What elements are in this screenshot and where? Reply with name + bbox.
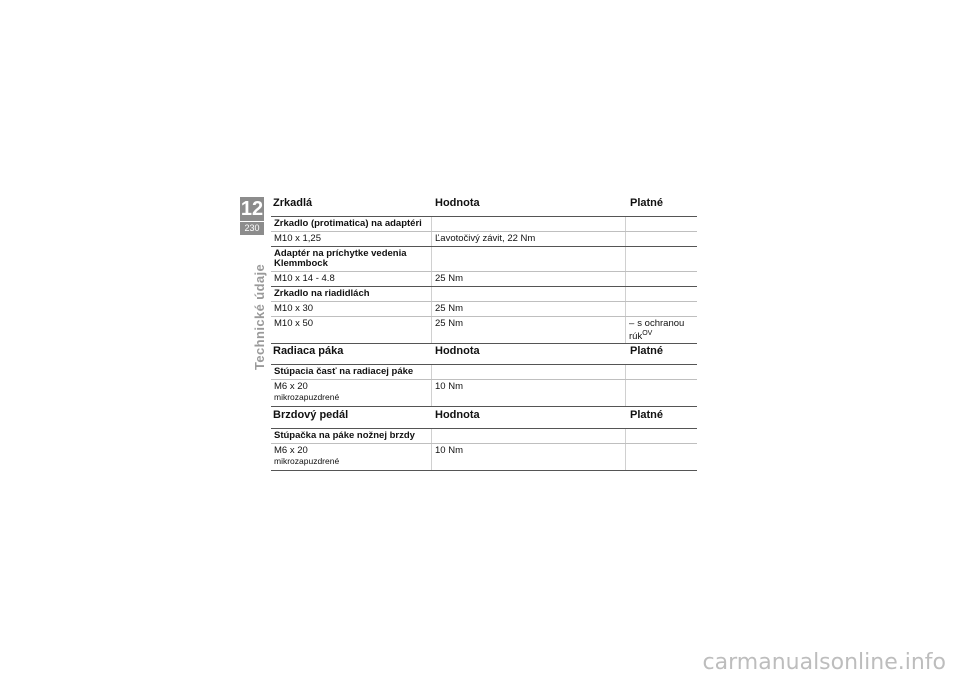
- row-valid: [625, 232, 697, 246]
- header-col3: Platné: [630, 345, 664, 357]
- row-label: Adaptér na príchytke vedenia Klemmbock: [274, 248, 407, 269]
- row-value: [431, 429, 625, 443]
- table-row: [271, 217, 697, 232]
- row-label: M10 x 50: [274, 318, 314, 329]
- row-valid: [625, 217, 697, 231]
- table-row: [271, 287, 697, 302]
- header-col2: Hodnota: [435, 345, 480, 357]
- table-row: [271, 365, 697, 380]
- table-row: [271, 302, 697, 317]
- row-valid: [625, 247, 697, 271]
- dash-bullet: –: [629, 318, 635, 329]
- row-value: 25 Nm: [431, 302, 625, 316]
- table-row: [271, 317, 697, 344]
- row-valid: [625, 429, 697, 443]
- row-valid: [625, 444, 697, 470]
- row-label: [271, 444, 431, 470]
- row-label: Stúpačka na páke nožnej brzdy: [274, 430, 415, 441]
- header-col3: Platné: [630, 197, 664, 209]
- row-value: 25 Nm: [431, 272, 625, 286]
- row-label: M10 x 30: [274, 303, 314, 314]
- row-valid: [625, 365, 697, 379]
- row-label: M10 x 14 - 4.8: [274, 273, 335, 284]
- row-label-note: mikrozapuzdrené: [274, 392, 340, 402]
- header-col2: Hodnota: [435, 409, 480, 421]
- row-value: 25 Nm: [431, 317, 625, 343]
- row-label: [271, 380, 431, 406]
- row-value: 10 Nm: [431, 380, 625, 406]
- table-row: [271, 429, 697, 444]
- row-label-main: M6 x 20: [274, 381, 308, 392]
- row-value: 10 Nm: [431, 444, 625, 470]
- section-mirrors: [271, 196, 697, 344]
- row-label-note: mikrozapuzdrené: [274, 456, 340, 466]
- row-value: [431, 365, 625, 379]
- row-value: Ľavotočivý závit, 22 Nm: [431, 232, 625, 246]
- section-header: [271, 344, 697, 365]
- chapter-marker: [240, 197, 264, 235]
- valid-superscript: OV: [642, 330, 653, 337]
- table-row: [271, 247, 697, 272]
- row-valid: [625, 380, 697, 406]
- table-row: [271, 232, 697, 247]
- row-value: [431, 287, 625, 301]
- table-row: [271, 272, 697, 287]
- row-valid: [625, 302, 697, 316]
- row-label-main: M6 x 20: [274, 445, 308, 456]
- section-header: [271, 196, 697, 217]
- table-row: [271, 380, 697, 407]
- row-valid: [625, 272, 697, 286]
- row-label: Zrkadlo na riadidlách: [274, 288, 370, 299]
- header-col1: Zrkadlá: [273, 197, 313, 209]
- side-chapter-label: Technické údaje: [252, 263, 267, 370]
- section-header: [271, 408, 697, 429]
- chapter-number: 12: [240, 198, 264, 220]
- header-col1: Brzdový pedál: [273, 409, 349, 421]
- row-valid: [625, 317, 697, 343]
- row-label: Zrkadlo (protimatica) na adaptéri: [274, 218, 422, 229]
- row-value: [431, 247, 625, 271]
- section-shift-lever: [271, 344, 697, 407]
- row-label: Stúpacia časť na radiacej páke: [274, 366, 414, 377]
- page-number: 230: [240, 222, 264, 235]
- table-row: [271, 444, 697, 471]
- section-brake-pedal: [271, 408, 697, 471]
- header-col2: Hodnota: [435, 197, 480, 209]
- header-col1: Radiaca páka: [273, 345, 344, 357]
- watermark: carmanualsonline.info: [702, 650, 946, 675]
- row-valid: [625, 287, 697, 301]
- valid-text: s ochranou rúk: [629, 318, 685, 343]
- header-col3: Platné: [630, 409, 664, 421]
- row-label: M10 x 1,25: [274, 233, 321, 244]
- row-value: [431, 217, 625, 231]
